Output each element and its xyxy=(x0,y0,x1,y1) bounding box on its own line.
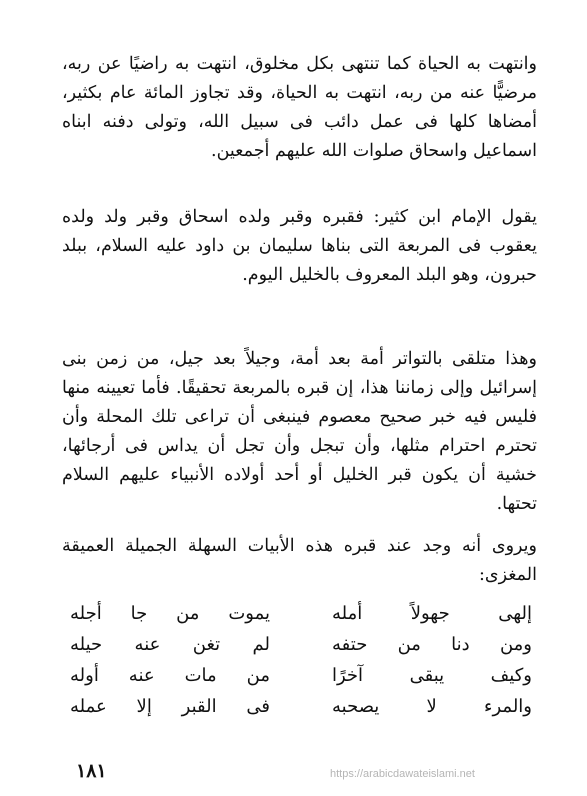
watermark-url: https://arabicdawateislami.net xyxy=(330,768,475,780)
verse-second-hemistich: لم تغن عنه حيله xyxy=(70,634,270,655)
verse-line xyxy=(70,660,532,691)
poem-verses xyxy=(70,598,532,722)
page-number: ١٨١ xyxy=(76,760,107,782)
verse-first-hemistich: إلهى جهولاً أمله xyxy=(332,603,532,624)
verse-line xyxy=(70,598,532,629)
verse-second-hemistich: من مات عنه أوله xyxy=(70,665,270,686)
verse-first-hemistich: ومن دنا من حتفه xyxy=(332,634,532,655)
verse-second-hemistich: يموت من جا أجله xyxy=(70,603,270,624)
verse-line xyxy=(70,691,532,722)
paragraph-4: ويروى أنه وجد عند قبره هذه الأبيات السهلة الجميلة العميقة المغزى: xyxy=(62,536,537,585)
verse-first-hemistich: وكيف يبقى آخرًا xyxy=(332,665,532,686)
paragraph-3: وهذا متلقى بالتواتر أمة بعد أمة، وجيلاً بعد جيل، من زمن بنى إسرائيل وإلى زماننا هذا، إن قبره بالمربعة تحقيقًا. فأما تعيينه منها فليس فيه خبر صحيح معصوم فينبغى أن تراعى تلك المحلة وأن تحترم احترام مثلها، وأن تبجل وأن تجل أن يداس فى أرجائها، خشية أن يكون قبر الخليل أو أحد أولاده الأنبياء عليهم السلام تحتها. xyxy=(62,349,537,514)
verse-second-hemistich: فى القبر إلا عمله xyxy=(70,696,270,717)
paragraph-1: وانتهت به الحياة كما تنتهى بكل مخلوق، انتهت به راضيًا عن ربه، مرضيًّا عنه من ربه، انتهت به الحياة، وقد تجاوز المائة عام بكثير، أمضاها كلها فى عمل دائب فى سبيل الله، وتولى دفنه ابناه اسماعيل واسحاق صلوات الله عليهم أجمعين. xyxy=(62,54,537,161)
verse-line xyxy=(70,629,532,660)
verse-first-hemistich: والمرء لا يصحبه xyxy=(332,696,532,717)
paragraph-2: يقول الإمام ابن كثير: فقبره وقبر ولده اسحاق وقبر ولد ولده يعقوب فى المربعة التى بناها سليمان بن داود عليه السلام، ببلد حبرون، وهو البلد المعروف بالخليل اليوم. xyxy=(62,207,537,285)
